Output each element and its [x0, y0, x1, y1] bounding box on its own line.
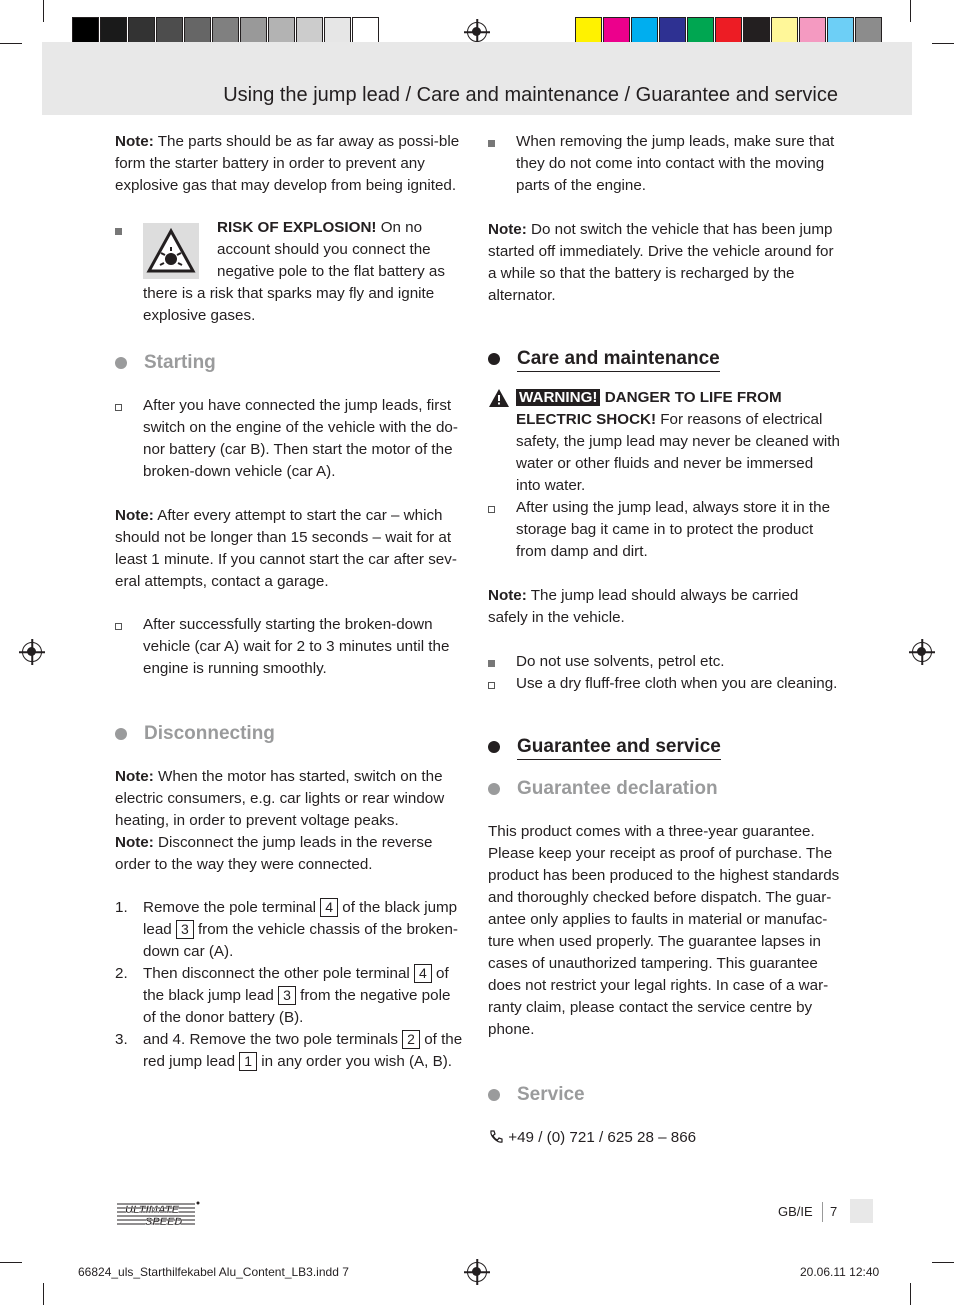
color-swatch — [743, 17, 770, 45]
color-swatch — [799, 17, 826, 45]
heading-bullet — [488, 741, 500, 753]
explosion-warning-icon — [143, 223, 199, 279]
crop-mark — [910, 0, 911, 22]
registration-mark-icon — [467, 22, 487, 42]
crop-mark — [0, 43, 22, 44]
risk-text-continued: there is a risk that sparks may fly and ignite explosive gases. — [143, 285, 435, 324]
list-item: After successfully starting the broken-down vehicle (car A) wait for 2 to 3 minutes until the engine is running smoothly. — [115, 614, 465, 680]
list-item: After using the jump lead, always store it in the storage bag it came in to protect the product from damp and dirt. — [488, 497, 840, 563]
part-number-box: 2 — [402, 1030, 420, 1049]
footer-divider — [822, 1202, 823, 1222]
numbered-steps — [115, 897, 465, 1073]
heading-bullet — [115, 357, 127, 369]
note-paragraph: Note: After every attempt to start the car – which should not be longer than 15 seconds – wait for at least 1 minute. If you cannot start the car after sev-eral attempts, contact a garage. — [115, 507, 457, 590]
brand-logo — [115, 1199, 201, 1227]
section-heading-care: Care and maintenance — [488, 347, 840, 371]
heading-bullet — [488, 353, 500, 365]
color-swatch — [855, 17, 882, 45]
checkbox-marker — [488, 506, 495, 513]
page-tab — [850, 1199, 873, 1223]
crop-mark — [0, 1262, 22, 1263]
section-heading-service: Service — [488, 1083, 840, 1107]
section-heading-declaration: Guarantee declaration — [488, 777, 840, 801]
print-date: 20.06.11 12:40 — [800, 1265, 880, 1279]
color-swatch — [575, 17, 602, 45]
declaration-paragraph: This product comes with a three-year guarantee. Please keep your receipt as proof of purchase. The product has been produced to the highest standards and thoroughly checked before dispatch. The guar-antee only applies to faults in material or manufac-ture when used properly. The guarantee lapses in cases of unauthorized tampering. This guarantee does not restrict your legal rights. In case of a war-ranty claim, please contact the service centre by phone. — [488, 823, 840, 1038]
brand-line-2: SPEED — [145, 1216, 183, 1227]
checkbox-marker — [115, 404, 122, 411]
note-paragraph: Note: The jump lead should always be carried safely in the vehicle. — [488, 587, 799, 626]
numbered-step: 1. Remove the pole terminal 4 of the black jump lead 3 from the vehicle chassis of the broken-down car (A). — [115, 899, 458, 960]
color-swatch — [715, 17, 742, 45]
language-code: GB/IE — [778, 1204, 813, 1219]
numbered-step: 3. and 4. Remove the two pole terminals 2 of the red jump lead 1 in any order you wish (A, B). — [115, 1031, 463, 1070]
color-swatch — [352, 17, 379, 45]
warning-label: WARNING! — [516, 389, 600, 406]
crop-mark — [932, 43, 954, 44]
part-number-box: 1 — [239, 1052, 257, 1071]
heading-bullet — [488, 783, 500, 795]
heading-bullet — [488, 1089, 500, 1101]
section-heading-disconnecting: Disconnecting — [115, 722, 465, 746]
file-info: 66824_uls_Starthilfekabel Alu_Content_LB3.indd 7 — [78, 1265, 349, 1279]
color-swatch — [184, 17, 211, 45]
color-swatch — [212, 17, 239, 45]
list-item: After you have connected the jump leads, first switch on the engine of the vehicle with the do-nor battery (car B). Then start the motor of the broken-down vehicle (car A). — [115, 395, 465, 483]
color-swatch — [603, 17, 630, 45]
list-item: When removing the jump leads, make sure that they do not come into contact with the moving parts of the engine. — [488, 131, 840, 197]
right-column — [488, 131, 840, 1152]
color-swatch — [72, 17, 99, 45]
page-number: 7 — [830, 1204, 838, 1219]
part-number-box: 3 — [278, 986, 296, 1005]
brand-line-1: ULTIMATE — [125, 1204, 179, 1216]
color-swatch — [100, 17, 127, 45]
left-column — [115, 131, 465, 1073]
color-swatch — [240, 17, 267, 45]
service-phone: +49 / (0) 721 / 625 28 – 866 — [488, 1127, 840, 1152]
registration-mark-icon — [22, 642, 42, 662]
numbered-step: 2. Then disconnect the other pole terminal 4 of the black jump lead 3 from the negative pole of the donor battery (B). — [115, 965, 451, 1026]
risk-text: RISK OF EXPLOSION! On no account should you connect the negative pole to the flat battery as — [217, 219, 445, 280]
note-paragraph: Note: Disconnect the jump leads in the reverse order to the way they were connected. — [115, 834, 433, 873]
list-item: Do not use solvents, petrol etc. — [488, 651, 840, 673]
color-swatch — [324, 17, 351, 45]
section-heading-starting: Starting — [115, 351, 465, 375]
section-heading-guarantee: Guarantee and service — [488, 735, 840, 759]
crop-mark — [43, 0, 44, 22]
color-swatch — [687, 17, 714, 45]
crop-mark — [910, 1283, 911, 1305]
color-swatch — [659, 17, 686, 45]
part-number-box: 3 — [176, 920, 194, 939]
note-paragraph: Note: The parts should be as far away as possi-ble form the starter battery in order to prevent any explosive gas that may develop from being ignited. — [115, 133, 460, 194]
registration-mark-icon — [912, 642, 932, 662]
color-swatch — [296, 17, 323, 45]
bullet-marker — [488, 660, 495, 667]
note-paragraph: Note: When the motor has started, switch on the electric consumers, e.g. car lights or rear window heating, in order to prevent voltage peaks. — [115, 768, 445, 829]
risk-block — [115, 219, 465, 329]
bullet-marker — [488, 140, 495, 147]
part-number-box: 4 — [320, 898, 338, 917]
crop-mark — [932, 1262, 954, 1263]
checkbox-marker — [488, 682, 495, 689]
page-title: Using the jump lead / Care and maintenance / Guarantee and service — [223, 84, 838, 106]
crop-mark — [43, 1283, 44, 1305]
registration-mark-icon — [467, 1262, 487, 1282]
note-paragraph: Note: Do not switch the vehicle that has been jump started off immediately. Drive the vehicle around for a while so that the battery is recharged by the alternator. — [488, 221, 834, 304]
warning-triangle-icon — [488, 388, 510, 415]
color-swatch — [771, 17, 798, 45]
warning-item: WARNING! DANGER TO LIFE FROM ELECTRIC SHOCK! For reasons of electrical safety, the jump lead may never be cleaned with water or other fluids and never be immersed into water. — [488, 387, 840, 497]
color-swatch — [631, 17, 658, 45]
color-swatch — [128, 17, 155, 45]
color-swatch — [268, 17, 295, 45]
part-number-box: 4 — [414, 964, 432, 983]
list-item: Use a dry fluff-free cloth when you are cleaning. — [488, 673, 840, 695]
heading-bullet — [115, 728, 127, 740]
color-swatch — [827, 17, 854, 45]
bullet-marker — [115, 228, 122, 235]
color-swatch — [156, 17, 183, 45]
phone-icon — [488, 1129, 504, 1152]
checkbox-marker — [115, 623, 122, 630]
